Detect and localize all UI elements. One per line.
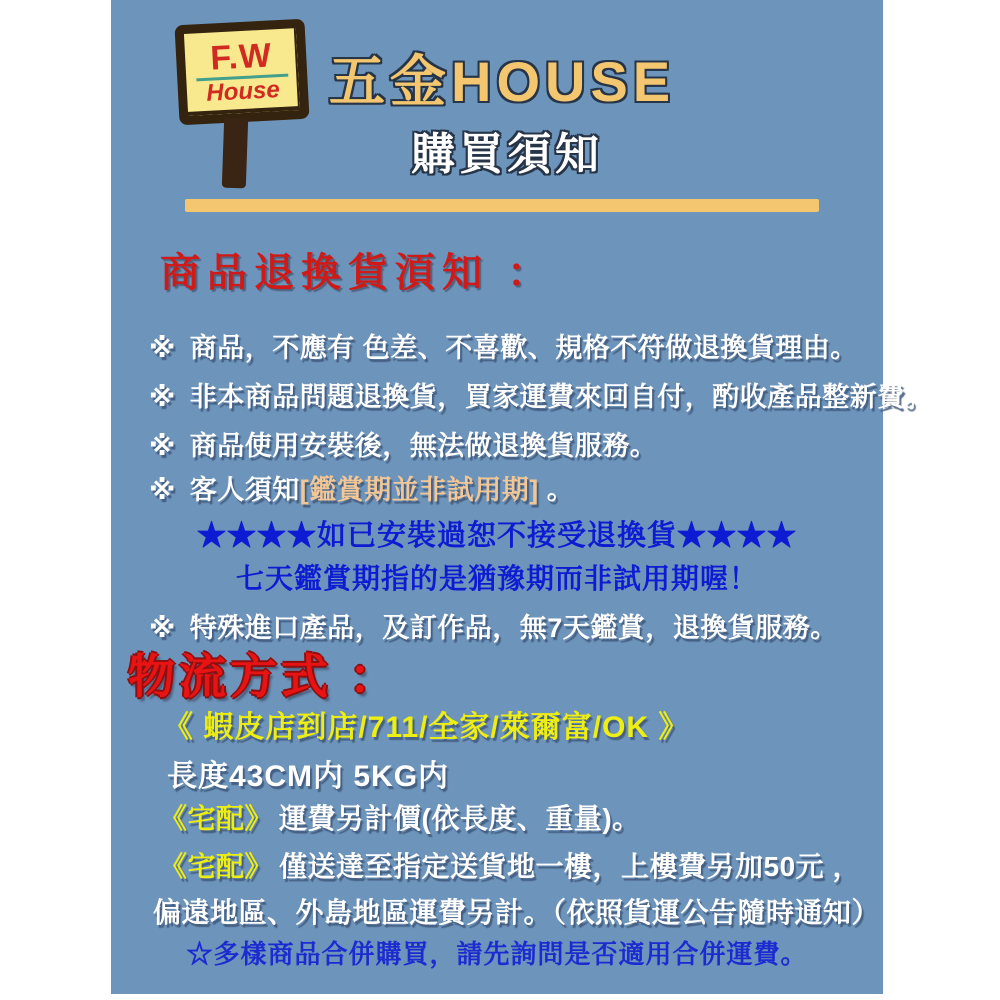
brand-title: 五金HOUSE: [329, 50, 676, 113]
appraisal-period-note: 七天鑑賞期指的是猶豫期而非試用期喔！: [235, 562, 758, 595]
notice-text-suffix: 。: [538, 475, 575, 505]
notice-text: 商品，不應有 色差、不喜歡、規格不符做退換貨理由。: [189, 333, 858, 363]
notice-text-prefix: 客人須知: [189, 475, 300, 505]
remote-area-fee-line: 偏遠地區、外島地區運費另計。（依照貨運公告隨時通知）: [153, 897, 881, 928]
delivery-text: 僅送達至指定送貨地一樓，上樓費另加50元 ，: [279, 851, 861, 882]
home-delivery-pricing-line: [159, 797, 641, 837]
notice-poster: [111, 0, 933, 994]
notice-line-return-shipping: [149, 375, 933, 414]
installed-no-return-warning: ★★★★如已安裝過恕不接受退換貨★★★★: [196, 518, 797, 552]
notice-line-appraisal-period: [149, 468, 879, 507]
reference-mark-icon: ※: [149, 613, 176, 643]
page-subtitle: 購買須知: [411, 130, 603, 179]
combined-shipping-footer-note: ☆多樣商品合併購買，請先詢問是否適用合併運費。: [186, 940, 808, 970]
reference-mark-icon: ※: [149, 382, 176, 412]
logo-text-fw: F.W: [209, 36, 273, 78]
logistics-section-title: 物流方式 ：: [128, 650, 401, 703]
home-delivery-tag: 《宅配》: [159, 803, 274, 834]
notice-text: 商品使用安裝後，無法做退換貨服務。: [189, 431, 658, 461]
notice-text-highlight: [鑑賞期並非試用期]: [299, 475, 539, 505]
notice-text: 非本商品問題退換貨，買家運費來回自付，酌收產品整新費。: [189, 382, 933, 412]
logo-sign-handle: [222, 118, 248, 189]
home-delivery-tag: 《宅配》: [159, 851, 274, 882]
logo-sign: [174, 19, 309, 126]
reference-mark-icon: ※: [149, 431, 176, 461]
reference-mark-icon: ※: [149, 475, 176, 505]
size-weight-limit-line: 長度43CM内 5KG内: [167, 760, 450, 793]
logo-text-house: House: [205, 76, 281, 107]
notice-text: 特殊進口產品，及訂作品，無7天鑑賞，退換貨服務。: [189, 613, 838, 643]
delivery-text: 運費另計價(依長度、重量)。: [279, 803, 641, 834]
notice-line-used-installed: [149, 424, 879, 463]
home-delivery-floor-line: [159, 845, 861, 885]
header-divider-bar: [185, 199, 819, 212]
notice-line-color-difference: [149, 326, 879, 365]
reference-mark-icon: ※: [149, 333, 176, 363]
returns-section-title: 商品退換貨湏知 ：: [160, 251, 555, 295]
pickup-channels-line: 《 蝦皮店到店/711/全家/萊爾富/OK 》: [163, 711, 690, 744]
